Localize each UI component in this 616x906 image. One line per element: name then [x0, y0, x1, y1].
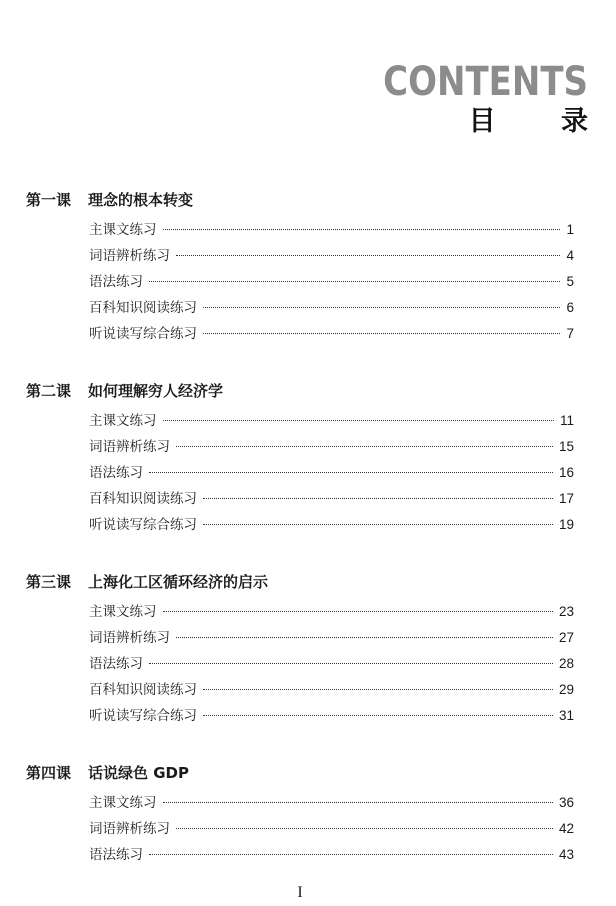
toc-entry[interactable] — [89, 434, 574, 460]
lesson-title: 如何理解穷人经济学 — [88, 381, 224, 400]
toc-entry[interactable] — [89, 295, 574, 321]
entry-label: 百科知识阅读练习 — [89, 300, 197, 316]
toc-entry[interactable] — [89, 842, 574, 868]
toc-entry[interactable] — [89, 816, 574, 842]
entry-label: 语法练习 — [89, 274, 143, 290]
dot-leader — [203, 524, 553, 525]
toc-entry[interactable] — [89, 486, 574, 512]
entry-label: 主课文练习 — [89, 413, 157, 429]
page-number: I — [297, 884, 303, 901]
entry-label: 词语辨析练习 — [89, 821, 170, 837]
toc-entry[interactable] — [89, 625, 574, 651]
lesson-number: 第一课 — [26, 190, 72, 209]
entry-label: 词语辨析练习 — [89, 630, 170, 646]
dot-leader — [149, 281, 560, 282]
lesson-section — [26, 377, 574, 538]
toc-entry[interactable] — [89, 321, 574, 347]
entry-label: 听说读写综合练习 — [89, 517, 197, 533]
dot-leader — [176, 255, 560, 256]
lesson-heading[interactable] — [26, 568, 574, 594]
entry-label: 听说读写综合练习 — [89, 708, 197, 724]
entry-label: 语法练习 — [89, 465, 143, 481]
dot-leader — [203, 498, 553, 499]
dot-leader — [163, 611, 553, 612]
entry-page: 28 — [558, 656, 574, 671]
dot-leader — [203, 333, 560, 334]
dot-leader — [163, 420, 554, 421]
dot-leader — [163, 229, 561, 230]
toc-entry[interactable] — [89, 790, 574, 816]
entry-label: 百科知识阅读练习 — [89, 491, 197, 507]
entry-page: 5 — [566, 274, 574, 289]
lesson-title: 话说绿色 GDP — [88, 763, 189, 782]
dot-leader — [176, 446, 553, 447]
entry-label: 词语辨析练习 — [89, 439, 170, 455]
lesson-number: 第四课 — [26, 763, 72, 782]
toc-entry[interactable] — [89, 677, 574, 703]
entry-page: 15 — [558, 439, 574, 454]
entry-page: 43 — [558, 847, 574, 862]
entry-page: 11 — [559, 413, 574, 428]
entry-label: 词语辨析练习 — [89, 248, 170, 264]
dot-leader — [203, 689, 553, 690]
entry-page: 6 — [566, 300, 574, 315]
entry-page: 31 — [558, 708, 574, 723]
entry-label: 主课文练习 — [89, 222, 157, 238]
dot-leader — [149, 663, 553, 664]
lesson-title: 上海化工区循环经济的启示 — [88, 572, 269, 591]
lesson-heading[interactable] — [26, 186, 574, 212]
dot-leader — [203, 715, 553, 716]
dot-leader — [163, 802, 553, 803]
entry-page: 29 — [558, 682, 574, 697]
dot-leader — [176, 828, 553, 829]
lesson-section — [26, 186, 574, 347]
entry-page: 16 — [558, 465, 574, 480]
toc-entry[interactable] — [89, 217, 574, 243]
toc-entry[interactable] — [89, 651, 574, 677]
entry-page: 19 — [558, 517, 574, 532]
entry-page: 36 — [558, 795, 574, 810]
toc-header — [347, 59, 616, 138]
entry-page: 7 — [566, 326, 574, 341]
lesson-section — [26, 568, 574, 729]
lesson-title: 理念的根本转变 — [88, 190, 194, 209]
entry-label: 语法练习 — [89, 656, 143, 672]
toc-entry[interactable] — [89, 703, 574, 729]
entry-label: 百科知识阅读练习 — [89, 682, 197, 698]
toc-entry[interactable] — [89, 599, 574, 625]
toc-entry[interactable] — [89, 512, 574, 538]
entry-page: 17 — [558, 491, 574, 506]
lesson-number: 第二课 — [26, 381, 72, 400]
entry-label: 主课文练习 — [89, 604, 157, 620]
dot-leader — [149, 854, 553, 855]
toc-list — [26, 186, 574, 898]
entry-page: 1 — [566, 222, 574, 237]
entry-page: 42 — [558, 821, 574, 836]
lesson-heading[interactable] — [26, 759, 574, 785]
entry-label: 听说读写综合练习 — [89, 326, 197, 342]
toc-entry[interactable] — [89, 408, 574, 434]
toc-entry[interactable] — [89, 460, 574, 486]
entry-label: 语法练习 — [89, 847, 143, 863]
toc-entry[interactable] — [89, 243, 574, 269]
lesson-number: 第三课 — [26, 572, 72, 591]
toc-entry[interactable] — [89, 269, 574, 295]
entry-page: 23 — [558, 604, 574, 619]
dot-leader — [203, 307, 560, 308]
mulu-heading: 目 录 — [468, 106, 616, 137]
dot-leader — [149, 472, 553, 473]
entry-label: 主课文练习 — [89, 795, 157, 811]
lesson-heading[interactable] — [26, 377, 574, 403]
entry-page: 4 — [566, 248, 574, 263]
entry-page: 27 — [558, 630, 574, 645]
contents-heading: CONTENTS — [383, 59, 588, 105]
lesson-section — [26, 759, 574, 868]
dot-leader — [176, 637, 553, 638]
